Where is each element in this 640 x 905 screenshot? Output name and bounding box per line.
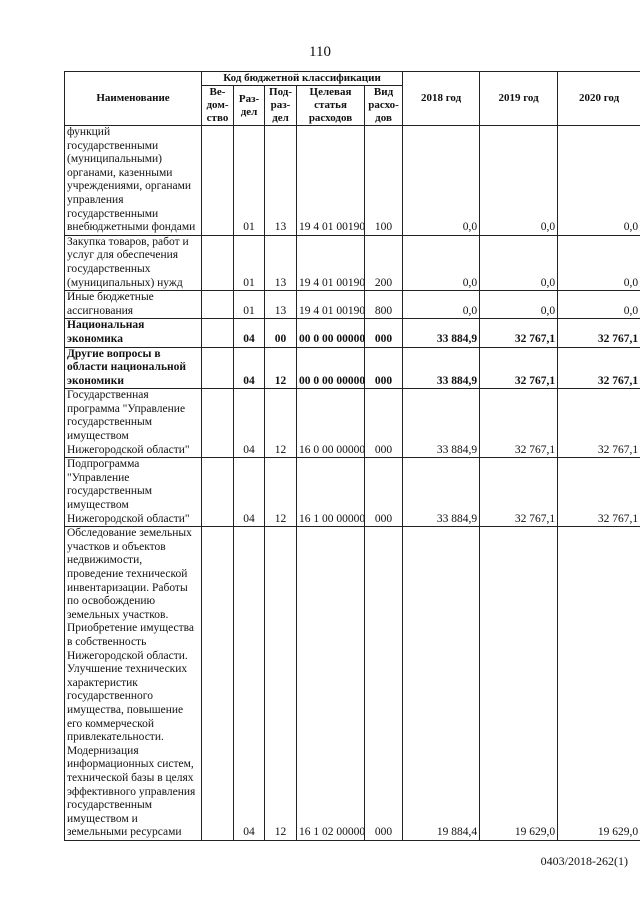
- cell-name: Подпрограмма "Управление государственным имуществом Нижегородской области": [65, 458, 202, 527]
- header-podrazdel: Под- раз- дел: [265, 86, 297, 126]
- cell-2019: 32 767,1: [480, 458, 558, 527]
- cell-target-article: 16 1 02 00000: [297, 527, 365, 841]
- table-row: [65, 527, 640, 841]
- table-row: [65, 235, 640, 290]
- cell-razdel: 04: [234, 347, 265, 389]
- cell-target-article: 16 1 00 00000: [297, 458, 365, 527]
- cell-2018: 33 884,9: [403, 389, 480, 458]
- cell-expense-type: 800: [365, 291, 403, 319]
- cell-expense-type: 100: [365, 126, 403, 236]
- cell-expense-type: 200: [365, 235, 403, 290]
- cell-razdel: 04: [234, 527, 265, 841]
- cell-2018: 0,0: [403, 291, 480, 319]
- cell-2019: 0,0: [480, 291, 558, 319]
- cell-target-article: 00 0 00 00000: [297, 347, 365, 389]
- cell-2019: 0,0: [480, 126, 558, 236]
- cell-name: Национальная экономика: [65, 319, 202, 347]
- cell-2020: 32 767,1: [558, 319, 640, 347]
- cell-vedomstvo: [202, 347, 234, 389]
- cell-razdel: 04: [234, 458, 265, 527]
- cell-2018: 0,0: [403, 235, 480, 290]
- cell-expense-type: 000: [365, 319, 403, 347]
- cell-expense-type: 000: [365, 347, 403, 389]
- header-budget-code: Код бюджетной классификации: [202, 72, 403, 86]
- cell-name: Иные бюджетные ассигнования: [65, 291, 202, 319]
- cell-name: функций государственными (муниципальными) органами, казенными учреждениями, органами управления государственными внебюджетными фондами: [65, 126, 202, 236]
- cell-name: Закупка товаров, работ и услуг для обеспечения государственных (муниципальных) нужд: [65, 235, 202, 290]
- cell-2020: 0,0: [558, 126, 640, 236]
- header-2018: 2018 год: [403, 72, 480, 126]
- cell-podrazdel: 13: [265, 126, 297, 236]
- cell-2018: 0,0: [403, 126, 480, 236]
- cell-2020: 0,0: [558, 235, 640, 290]
- cell-target-article: 19 4 01 00190: [297, 235, 365, 290]
- cell-podrazdel: 13: [265, 291, 297, 319]
- table-row: [65, 458, 640, 527]
- cell-vedomstvo: [202, 527, 234, 841]
- cell-vedomstvo: [202, 319, 234, 347]
- cell-target-article: 16 0 00 00000: [297, 389, 365, 458]
- page-number: 110: [309, 44, 331, 60]
- cell-podrazdel: 00: [265, 319, 297, 347]
- cell-target-article: 19 4 01 00190: [297, 126, 365, 236]
- header-expense-type: Вид расхо- дов: [365, 86, 403, 126]
- cell-podrazdel: 12: [265, 389, 297, 458]
- cell-vedomstvo: [202, 458, 234, 527]
- cell-podrazdel: 12: [265, 347, 297, 389]
- table-row: [65, 389, 640, 458]
- cell-2019: 32 767,1: [480, 347, 558, 389]
- table-row: [65, 291, 640, 319]
- cell-2020: 0,0: [558, 291, 640, 319]
- cell-razdel: 04: [234, 389, 265, 458]
- cell-target-article: 19 4 01 00190: [297, 291, 365, 319]
- cell-2019: 0,0: [480, 235, 558, 290]
- cell-vedomstvo: [202, 235, 234, 290]
- cell-2020: 32 767,1: [558, 347, 640, 389]
- header-razdel: Раз- дел: [234, 86, 265, 126]
- header-2020: 2020 год: [558, 72, 640, 126]
- header-target-article: Целевая статья расходов: [297, 86, 365, 126]
- cell-2018: 33 884,9: [403, 347, 480, 389]
- cell-expense-type: 000: [365, 527, 403, 841]
- cell-vedomstvo: [202, 126, 234, 236]
- cell-razdel: 01: [234, 235, 265, 290]
- table-row: [65, 319, 640, 347]
- cell-2019: 32 767,1: [480, 319, 558, 347]
- cell-2020: 19 629,0: [558, 527, 640, 841]
- cell-2019: 19 629,0: [480, 527, 558, 841]
- cell-name: Другие вопросы в области национальной экономики: [65, 347, 202, 389]
- cell-2020: 32 767,1: [558, 458, 640, 527]
- cell-podrazdel: 12: [265, 527, 297, 841]
- table-row: [65, 126, 640, 236]
- cell-2018: 19 884,4: [403, 527, 480, 841]
- document-code: 0403/2018-262(1): [540, 854, 628, 868]
- cell-vedomstvo: [202, 389, 234, 458]
- cell-expense-type: 000: [365, 389, 403, 458]
- cell-razdel: 01: [234, 126, 265, 236]
- header-name: Наименование: [65, 72, 202, 126]
- cell-razdel: 04: [234, 319, 265, 347]
- header-2019: 2019 год: [480, 72, 558, 126]
- cell-2020: 32 767,1: [558, 389, 640, 458]
- cell-vedomstvo: [202, 291, 234, 319]
- table-row: [65, 347, 640, 389]
- cell-target-article: 00 0 00 00000: [297, 319, 365, 347]
- header-vedomstvo: Ве- дом- ство: [202, 86, 234, 126]
- cell-2018: 33 884,9: [403, 458, 480, 527]
- cell-2018: 33 884,9: [403, 319, 480, 347]
- cell-razdel: 01: [234, 291, 265, 319]
- budget-table: [64, 71, 640, 841]
- cell-podrazdel: 13: [265, 235, 297, 290]
- cell-podrazdel: 12: [265, 458, 297, 527]
- cell-name: Обследование земельных участков и объектов недвижимости, проведение технической инвентаризации. Работы по освобождению земельных участков. Приобретение имущества в собственность Нижегородской области. Улучшение технических характеристик государственного имущества, повышение его коммерческой привлекательности. Модернизация информационных систем, технической базы в целях эффективного управления государственным имуществом и земельными ресурсами: [65, 527, 202, 841]
- cell-expense-type: 000: [365, 458, 403, 527]
- cell-name: Государственная программа "Управление государственным имуществом Нижегородской области": [65, 389, 202, 458]
- cell-2019: 32 767,1: [480, 389, 558, 458]
